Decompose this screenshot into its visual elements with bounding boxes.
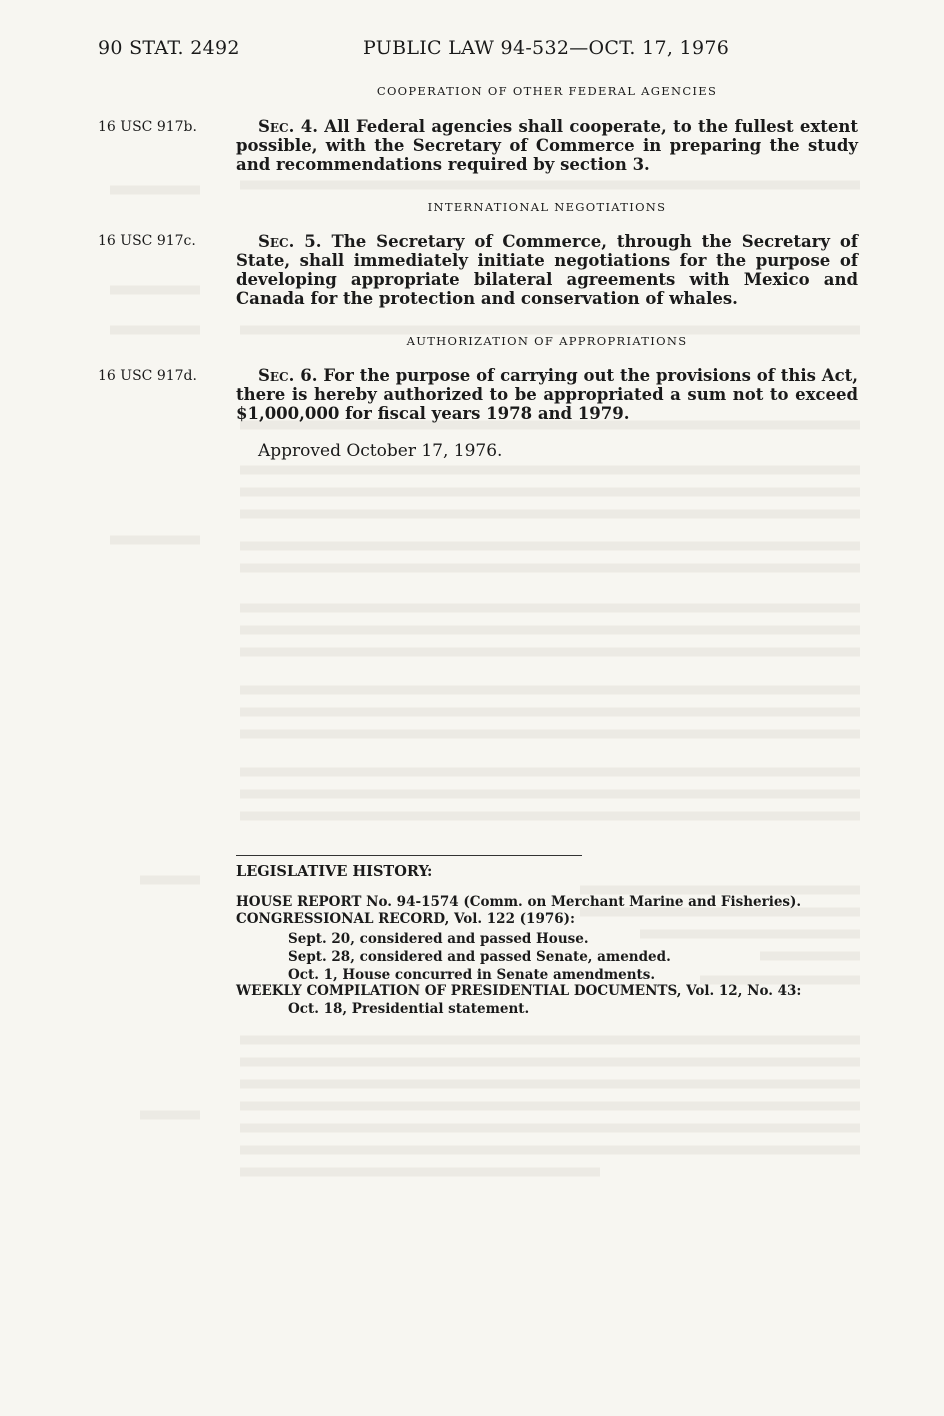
legislative-history-rule bbox=[236, 855, 582, 856]
weekly-compilation-line: WEEKLY COMPILATION OF PRESIDENTIAL DOCUMENTS, Vol. 12, No. 43: bbox=[236, 983, 802, 999]
section-heading-cooperation: COOPERATION OF OTHER FEDERAL AGENCIES bbox=[376, 84, 718, 98]
law-title: PUBLIC LAW 94-532—OCT. 17, 1976 bbox=[363, 37, 730, 59]
section-6-text: For the purpose of carrying out the provisions of this Act, there is hereby authorized to be appropriated a sum not to exceed $1,000,000 for fiscal years 1978 and 1979. bbox=[236, 366, 858, 423]
house-concurred-line: Oct. 1, House concurred in Senate amendments. bbox=[288, 967, 656, 983]
approval-date: Approved October 17, 1976. bbox=[258, 441, 503, 461]
section-6 bbox=[236, 366, 858, 423]
section-heading-appropriations: AUTHORIZATION OF APPROPRIATIONS bbox=[406, 334, 688, 348]
senate-passage-line: Sept. 28, considered and passed Senate, amended. bbox=[288, 949, 671, 965]
margin-note-917d: 16 USC 917d. bbox=[98, 368, 197, 384]
margin-note-917b: 16 USC 917b. bbox=[98, 119, 197, 135]
section-5-label: Sec. 5. bbox=[258, 232, 322, 251]
stat-citation: 90 STAT. 2492 bbox=[98, 37, 240, 59]
section-6-label: Sec. 6. bbox=[258, 366, 318, 385]
legislative-history-title: LEGISLATIVE HISTORY: bbox=[236, 863, 433, 880]
presidential-statement-line: Oct. 18, Presidential statement. bbox=[288, 1001, 530, 1017]
congressional-record-line: CONGRESSIONAL RECORD, Vol. 122 (1976): bbox=[236, 911, 576, 927]
margin-note-917c: 16 USC 917c. bbox=[98, 233, 196, 249]
section-4-label: Sec. 4. bbox=[258, 117, 318, 136]
section-5-text: The Secretary of Commerce, through the Secretary of State, shall immediately initiate negotiations for the purpose of developing appropriate bilateral agreements with Mexico and Canada for the protection and conservation of whales. bbox=[236, 232, 858, 308]
section-heading-negotiations: INTERNATIONAL NEGOTIATIONS bbox=[427, 200, 667, 214]
section-4-text: All Federal agencies shall cooperate, to the fullest extent possible, with the Secretary of Commerce in preparing the study and recommendations required by section 3. bbox=[236, 117, 858, 174]
section-5 bbox=[236, 232, 858, 308]
house-report-line: HOUSE REPORT No. 94-1574 (Comm. on Merchant Marine and Fisheries). bbox=[236, 894, 802, 910]
house-passage-line: Sept. 20, considered and passed House. bbox=[288, 931, 589, 947]
section-4 bbox=[236, 117, 858, 174]
page-header bbox=[98, 37, 858, 67]
